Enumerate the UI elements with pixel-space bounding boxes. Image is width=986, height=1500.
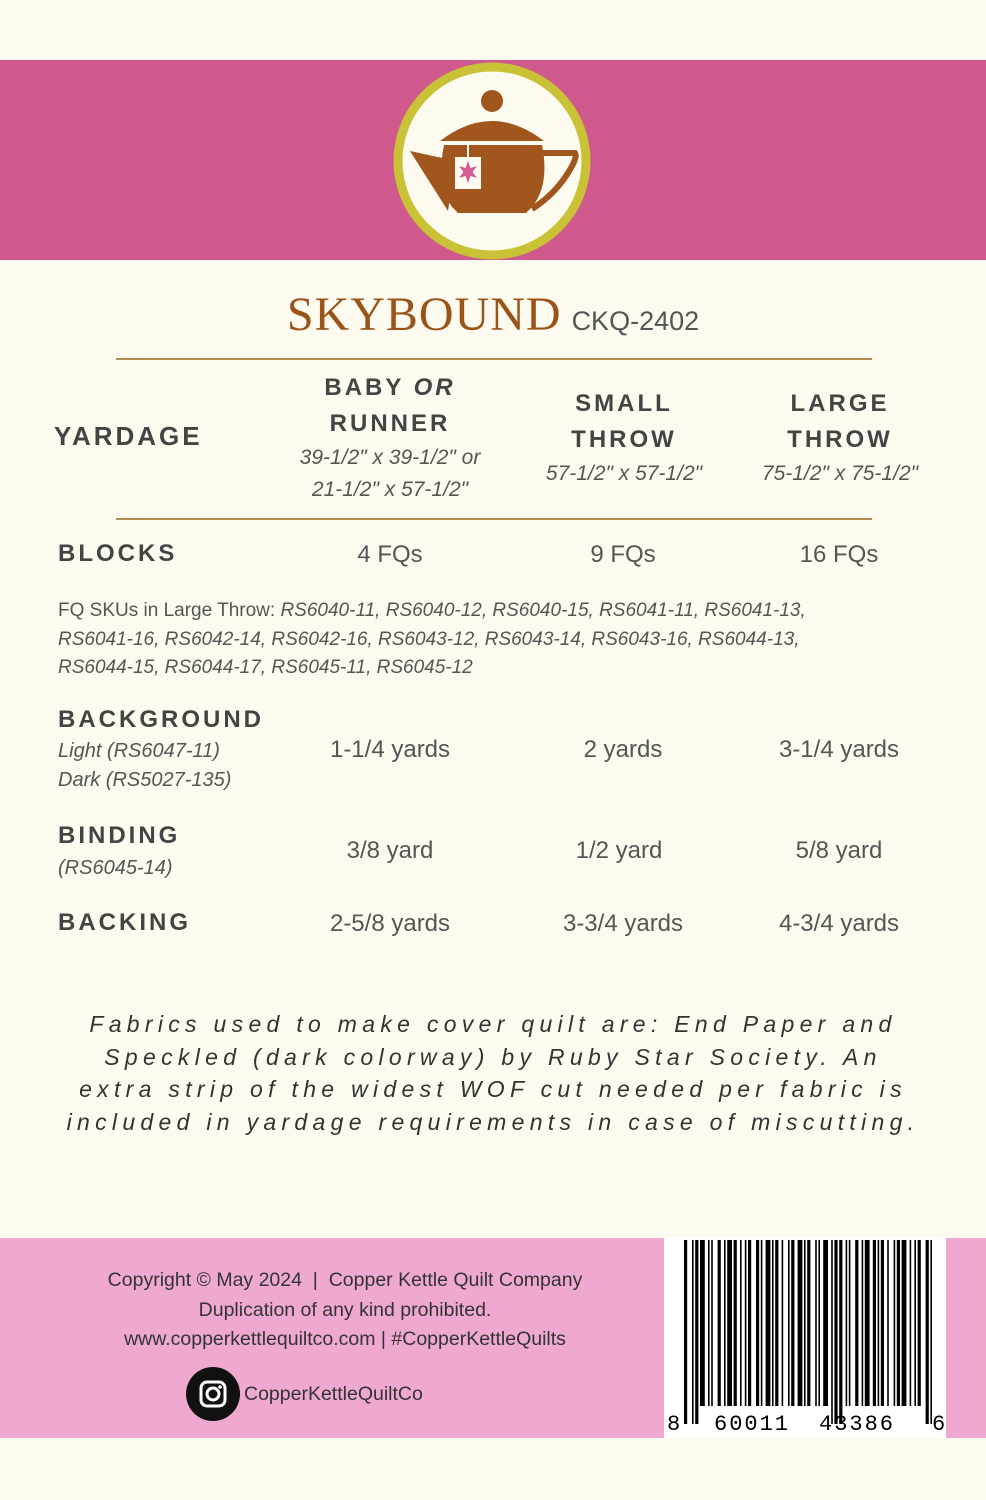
barcode-bar	[791, 1240, 794, 1406]
cell-value: 3-1/4 yards	[778, 736, 900, 763]
barcode-bar	[766, 1240, 771, 1406]
barcode-bar	[718, 1240, 721, 1406]
pattern-title-row	[0, 287, 986, 342]
barcode-bar	[839, 1240, 842, 1424]
barcode-digit: 8	[667, 1412, 681, 1437]
column-size: 57-1/2" x 57-1/2"	[545, 462, 703, 485]
footer-copyright	[40, 1266, 650, 1355]
column-title: LARGE	[790, 390, 890, 417]
website-line[interactable]: www.copperkettlequiltco.com | #CopperKettleQuilts	[124, 1328, 566, 1350]
sku-line: RS6044-15, RS6044-17, RS6045-11, RS6045-12	[58, 657, 473, 678]
barcode-bar	[887, 1240, 889, 1406]
barcode-bar	[724, 1240, 726, 1406]
barcode-bar	[894, 1240, 896, 1406]
barcode-bar	[695, 1240, 698, 1424]
row-label-blocks: BLOCKS	[58, 540, 178, 567]
instagram-handle[interactable]: CopperKettleQuiltCo	[244, 1383, 423, 1405]
barcode-bar	[815, 1240, 817, 1406]
barcode-digit: 6	[932, 1412, 946, 1437]
barcode-bar	[834, 1240, 837, 1424]
row-label-backing: BACKING	[58, 909, 191, 936]
barcode-bar	[788, 1240, 790, 1406]
barcode-bar	[756, 1240, 759, 1406]
fq-sku-list	[58, 597, 938, 683]
fabric-note: Fabrics used to make cover quilt are: End Paper and Speckled (dark colorway) by Ruby Star Society. An extra strip of the widest WOF cut needed per fabric is included in yardage requirements in case of miscutting.	[66, 1011, 920, 1135]
column-large-throw	[730, 386, 950, 490]
barcode-bar	[926, 1240, 929, 1424]
barcode-bar	[914, 1240, 916, 1406]
column-title: BABY OR	[324, 374, 456, 401]
barcode-bar	[761, 1240, 763, 1406]
instagram-icon[interactable]	[186, 1367, 240, 1421]
barcode-bar	[740, 1240, 742, 1406]
cell-value: 2 yards	[583, 736, 663, 763]
row-label-binding: BINDING	[58, 822, 181, 849]
barcode-bar	[711, 1240, 713, 1406]
copper-kettle-logo	[392, 61, 592, 261]
column-baby-runner	[270, 370, 510, 506]
pattern-title: SKYBOUND	[286, 288, 562, 341]
barcode-bar	[918, 1240, 921, 1406]
barcode-bar	[910, 1240, 912, 1406]
cell-value: 1/2 yard	[575, 837, 663, 864]
barcode-bar	[700, 1240, 705, 1406]
column-title: THROW	[571, 426, 677, 453]
yardage-heading: YARDAGE	[54, 421, 203, 451]
barcode-bar	[849, 1240, 851, 1406]
barcode-bar	[804, 1240, 806, 1406]
divider-bottom	[116, 518, 872, 520]
barcode-bar	[684, 1240, 687, 1424]
cell-value: 3/8 yard	[346, 837, 434, 864]
column-size: 21-1/2" x 57-1/2"	[311, 478, 469, 501]
barcode-bar	[831, 1240, 833, 1424]
barcode-bar	[846, 1240, 848, 1406]
barcode-bar	[782, 1240, 784, 1406]
sku-prefix: FQ SKUs in Large Throw:	[58, 600, 281, 621]
column-title: SMALL	[575, 390, 673, 417]
barcode-bar	[818, 1240, 820, 1406]
barcode-bar	[881, 1240, 884, 1406]
barcode-bar	[855, 1240, 858, 1406]
cell-value: 4 FQs	[357, 541, 423, 568]
barcode-bar	[798, 1240, 803, 1406]
barcode-bar	[865, 1240, 870, 1406]
barcode-bar	[930, 1240, 932, 1424]
cell-value: 1-1/4 yards	[329, 736, 451, 763]
barcode-bar	[897, 1240, 900, 1406]
barcode-bar	[772, 1240, 774, 1406]
barcode-bar	[708, 1240, 710, 1406]
cell-value: 16 FQs	[799, 541, 879, 568]
barcode-bar	[807, 1240, 810, 1406]
sku-line: RS6040-11, RS6040-12, RS6040-15, RS6041-11, RS6041-13,	[280, 600, 806, 621]
barcode-bar	[902, 1240, 907, 1406]
row-label-background: BACKGROUND	[58, 706, 264, 733]
column-title: RUNNER	[329, 410, 451, 437]
row-sub-dark: Dark (RS5027-135)	[58, 769, 232, 791]
barcode-digits: 43386	[819, 1412, 896, 1437]
cell-value: 9 FQs	[590, 541, 656, 568]
barcode-bar	[692, 1240, 694, 1424]
barcode-bar	[823, 1240, 828, 1406]
sku-line: RS6041-16, RS6042-14, RS6042-16, RS6043-12, RS6043-14, RS6043-16, RS6044-13,	[58, 628, 800, 650]
column-title: THROW	[787, 426, 893, 453]
cell-value: 3-3/4 yards	[562, 910, 684, 937]
barcode-bar	[734, 1240, 737, 1406]
column-size: 75-1/2" x 75-1/2"	[761, 462, 919, 485]
barcode-bar	[775, 1240, 778, 1406]
barcode-digits: 60011	[714, 1412, 791, 1437]
barcode-bar	[862, 1240, 864, 1406]
column-size: 39-1/2" x 39-1/2" or	[299, 446, 481, 469]
pattern-code: CKQ-2402	[571, 306, 700, 336]
divider-top	[116, 358, 872, 360]
cell-value: 4-3/4 yards	[778, 910, 900, 937]
duplication-line: Duplication of any kind prohibited.	[198, 1298, 492, 1321]
barcode-bar	[727, 1240, 732, 1406]
barcode-bar	[873, 1240, 876, 1406]
barcode-bar	[878, 1240, 880, 1406]
barcode-bar	[745, 1240, 747, 1406]
row-sub-light: Light (RS6047-11)	[58, 740, 220, 762]
barcode-bar	[748, 1240, 751, 1406]
copyright-line: Copyright © May 2024 | Copper Kettle Quilt Company	[107, 1269, 583, 1291]
cell-value: 2-5/8 yards	[329, 910, 451, 937]
cell-value: 5/8 yard	[795, 837, 883, 864]
column-small-throw	[514, 386, 734, 490]
row-sub-binding: (RS6045-14)	[58, 857, 173, 879]
barcode	[664, 1238, 946, 1438]
